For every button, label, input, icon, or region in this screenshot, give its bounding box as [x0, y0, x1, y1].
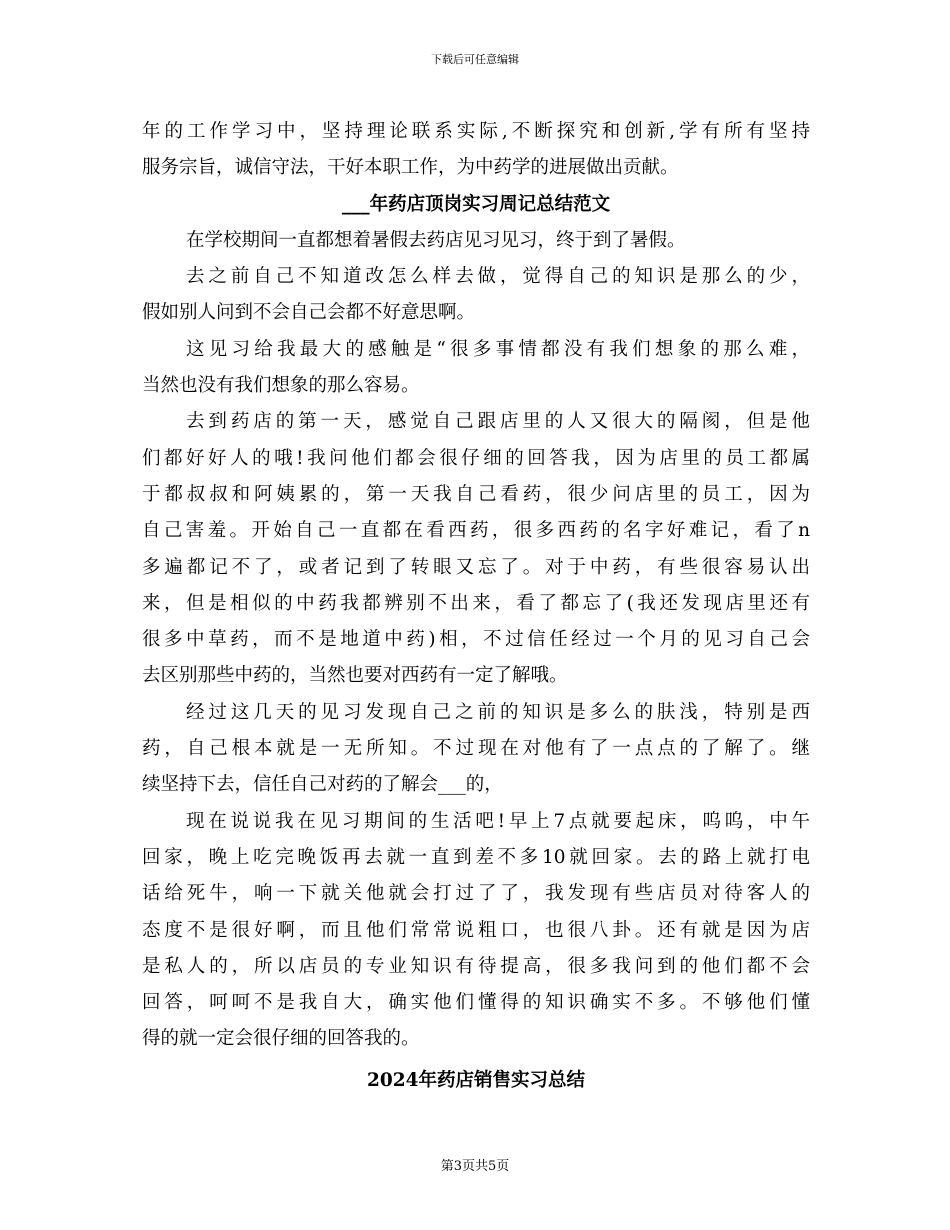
paragraph-line: 药，自己根本就是一无所知。不过现在对他有了一点点的了解了。继: [142, 738, 810, 760]
paragraph-line: 多遍都记不了，或者记到了转眼又忘了。对于中药，有些很容易认出: [142, 556, 810, 578]
paragraph-line: 是私人的，所以店员的专业知识有待提高，很多我问到的他们都不会: [142, 955, 810, 977]
section-title: ___年药店顶岗实习周记总结范文: [341, 193, 611, 215]
intro-line: 服务宗旨，诚信守法，干好本职工作，为中药学的进展做出贡献。: [142, 157, 679, 179]
paragraph-line: 续坚持下去，信任自己对药的了解会___的，: [142, 774, 503, 796]
paragraph-line: 态度不是很好啊，而且他们常常说粗口，也很八卦。还有就是因为店: [142, 919, 810, 941]
paragraph-line: 现在说说我在见习期间的生活吧!早上7点就要起床，呜呜，中午: [186, 810, 810, 832]
paragraph-line: 这见习给我最大的感触是“很多事情都没有我们想象的那么难，: [186, 338, 810, 360]
paragraph-line: 自己害羞。开始自己一直都在看西药，很多西药的名字好难记，看了n: [142, 520, 810, 542]
paragraph-line: 很多中草药，而不是地道中药)相，不过信任经过一个月的见习自己会: [142, 629, 810, 651]
paragraph-line: 于都叔叔和阿姨累的，第一天我自己看药，很少问店里的员工，因为: [142, 483, 810, 505]
paragraph-line: 回家，晚上吃完晚饭再去就一直到差不多10就回家。去的路上就打电: [142, 846, 810, 868]
page-footer: [0, 1158, 950, 1176]
next-section-title: 2024年药店销售实习总结: [367, 1069, 585, 1091]
paragraph-line: 经过这几天的见习发现自己之前的知识是多么的肤浅，特别是西: [186, 701, 810, 723]
document-body: [142, 114, 810, 1099]
page-header: [0, 52, 950, 68]
paragraph-line: 假如别人问到不会自己会都不好意思啊。: [142, 302, 476, 324]
paragraph-line: 话给死牛，响一下就关他就会打过了了，我发现有些店员对待客人的: [142, 883, 810, 905]
paragraph-line: 去之前自己不知道改怎么样去做，觉得自己的知识是那么的少，: [186, 266, 810, 288]
header-text: 下载后可任意编辑: [431, 53, 519, 66]
paragraph-line: 回答，呵呵不是我自大，确实他们懂得的知识确实不多。不够他们懂: [142, 992, 810, 1014]
paragraph-line: 得的就一定会很仔细的回答我的。: [142, 1028, 420, 1050]
paragraph-line: 在学校期间一直都想着暑假去药店见习见习，终于到了暑假。: [186, 229, 686, 251]
paragraph-line: 来，但是相似的中药我都辨别不出来，看了都忘了(我还发现店里还有: [142, 592, 810, 614]
paragraph-line: 去到药店的第一天，感觉自己跟店里的人又很大的隔阂，但是他: [186, 411, 810, 433]
page-number: 第3页共5页: [440, 1159, 510, 1174]
paragraph-line: 当然也没有我们想象的那么容易。: [142, 375, 420, 397]
paragraph-line: 们都好好人的哦!我问他们都会很仔细的回答我，因为店里的员工都属: [142, 447, 810, 469]
paragraph-line: 去区别那些中药的，当然也要对西药有一定了解哦。: [142, 665, 568, 687]
intro-line: 年的工作学习中，坚持理论联系实际,不断探究和创新,学有所有坚持: [142, 121, 810, 142]
